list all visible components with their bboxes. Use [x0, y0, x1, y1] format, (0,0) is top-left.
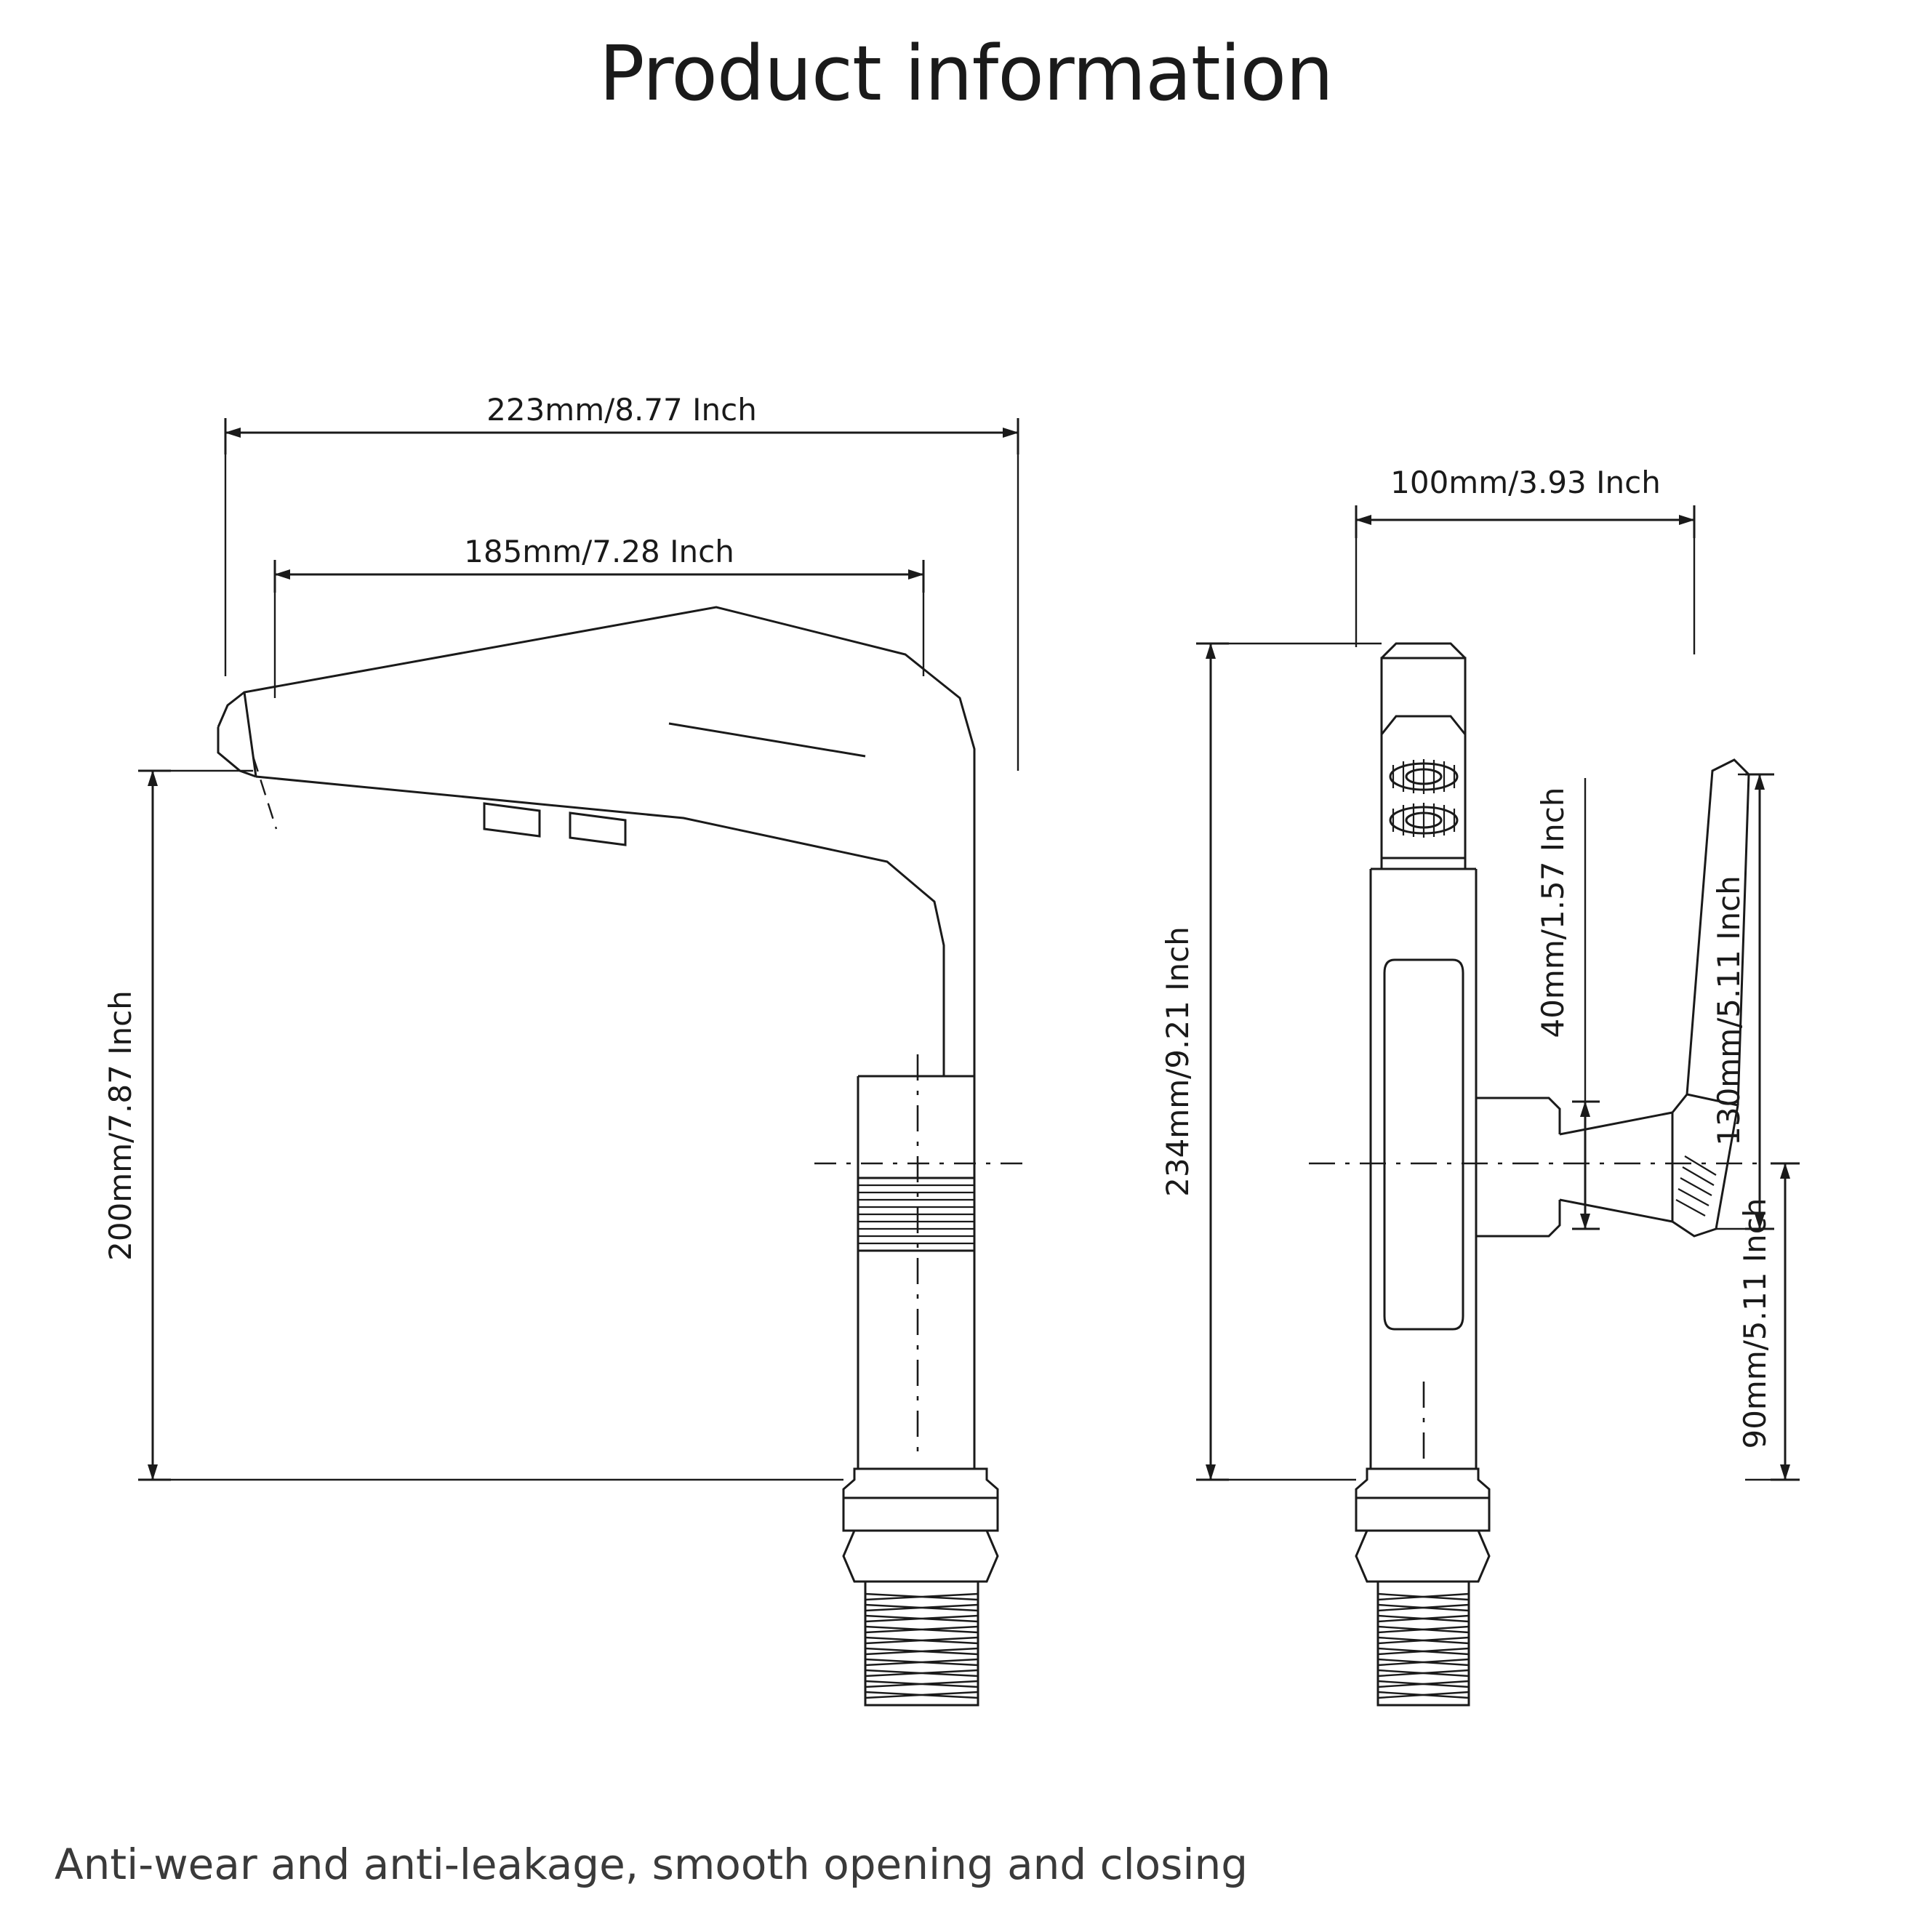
dim-234mm	[1196, 644, 1382, 1480]
dim-label-234mm: 234mm/9.21 Inch	[1160, 926, 1195, 1197]
dim-label-90mm: 90mm/5.11 Inch	[1737, 1198, 1773, 1449]
dim-label-200mm: 200mm/7.87 Inch	[103, 990, 138, 1261]
dim-label-223mm: 223mm/8.77 Inch	[486, 392, 757, 428]
page-title: Product information	[598, 29, 1334, 118]
dim-label-185mm: 185mm/7.28 Inch	[464, 534, 734, 569]
dim-40mm	[1572, 778, 1600, 1229]
dim-label-130mm: 130mm/5.11 Inch	[1711, 875, 1747, 1146]
dim-label-100mm: 100mm/3.93 Inch	[1390, 465, 1661, 500]
footer-caption: Anti-wear and anti-leakage, smooth opening and closing	[55, 1840, 1248, 1889]
dim-100mm	[1356, 505, 1694, 654]
dim-223mm	[225, 418, 1018, 771]
faucet-side-view-geometry	[218, 607, 998, 1705]
dim-label-40mm: 40mm/1.57 Inch	[1535, 787, 1571, 1038]
dim-200mm	[138, 771, 843, 1480]
